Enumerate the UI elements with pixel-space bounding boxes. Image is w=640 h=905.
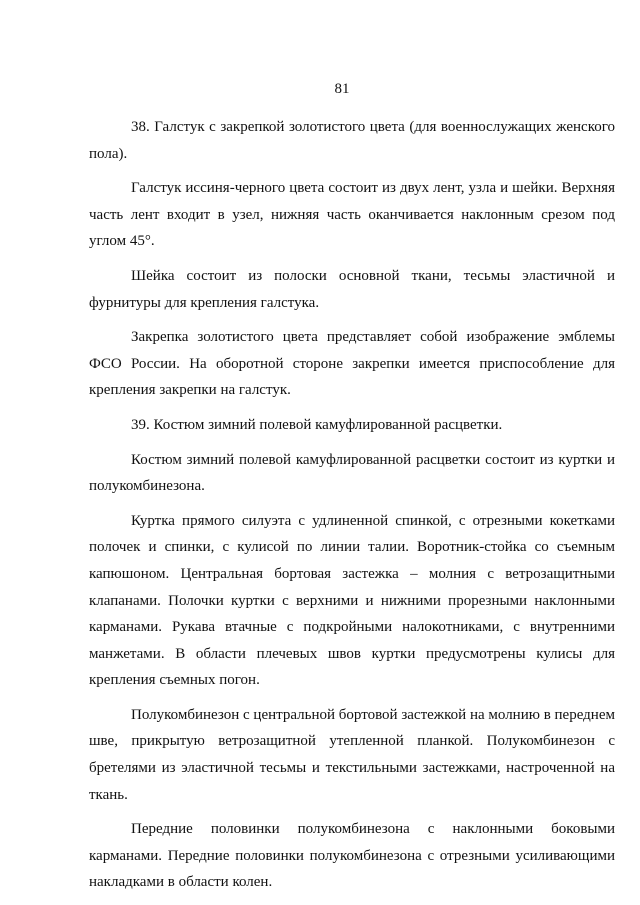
paragraph-tie-clip: Закрепка золотистого цвета представляет собой изображение эмблемы ФСО России. На оборотной стороне закрепки имеется приспособление для крепления закрепки на галстук. [89,329,615,399]
paragraph-tie-neck: Шейка состоит из полоски основной ткани, тесьмы эластичной и фурнитуры для крепления галстука. [89,267,615,311]
paragraph-item-39-heading: 39. Костюм зимний полевой камуфлированной расцветки. [131,416,503,433]
paragraph-jacket-description: Куртка прямого силуэта с удлиненной спинкой, с отрезными кокетками полочек и спинки, с кулисой по линии талии. Воротник-стойка со съемным капюшоном. Центральная бортовая застежка – молния с ветрозащитными клапанами. Полочки куртки с верхними и нижними прорезными наклонными карманами. Рукава втачные с подкройными налокотниками, с внутренними манжетами. В области плечевых швов куртки предусмотрены кулисы для крепления съемных погон. [89,512,615,689]
paragraph-suit-composition: Костюм зимний полевой камуфлированной расцветки состоит из куртки и полукомбинезона. [89,451,615,495]
paragraph-overalls-description: Полукомбинезон с центральной бортовой застежкой на молнию в переднем шве, прикрытую ветрозащитной утепленной планкой. Полукомбинезон с бретелями из эластичной тесьмы и текстильными застежками, настроченной на ткань. [89,706,615,803]
paragraph-tie-description: Галстук иссиня-черного цвета состоит из двух лент, узла и шейки. Верхняя часть лент входит в узел, нижняя часть оканчивается наклонным срезом под углом 45°. [89,180,615,250]
document-body [89,114,615,904]
paragraph-overalls-halves: Передние половинки полукомбинезона с наклонными боковыми карманами. Передние половинки полукомбинезона с отрезными усиливающими накладками в области колен. [89,821,615,891]
paragraph-item-38-heading: 38. Галстук с закрепкой золотистого цвета (для военнослужащих женского пола). [89,119,615,162]
page-number: 81 [334,81,350,97]
